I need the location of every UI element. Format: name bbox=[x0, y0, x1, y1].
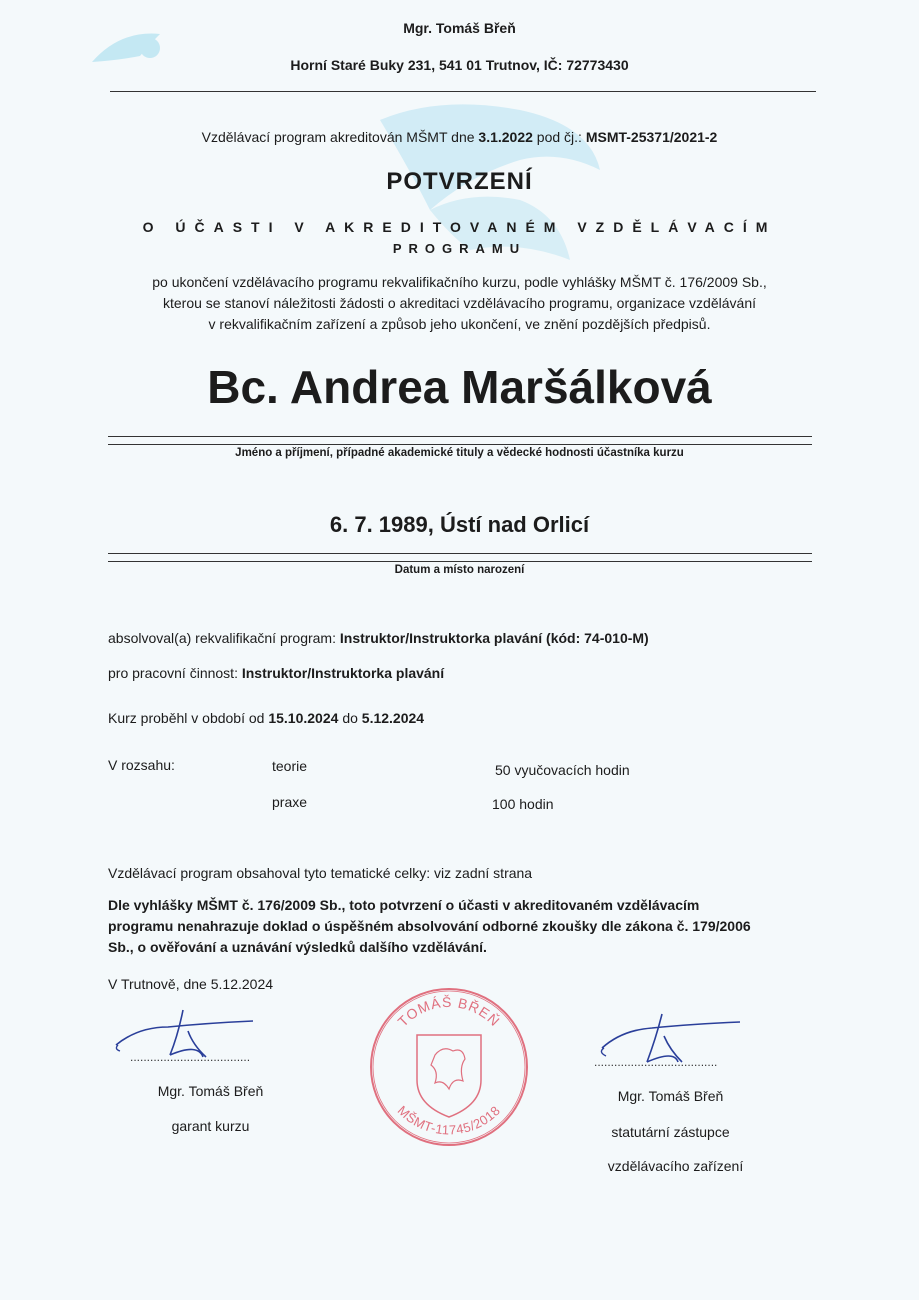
activity-value: Instruktor/Instruktorka plavání bbox=[241, 665, 445, 681]
period-mid: do bbox=[342, 710, 358, 726]
period-from: 15.10.2024 bbox=[268, 710, 339, 726]
participant-name: Bc. Andrea Maršálková bbox=[207, 361, 712, 413]
period-to: 5.12.2024 bbox=[361, 710, 425, 726]
name-underline-2 bbox=[108, 444, 812, 445]
accreditation-line bbox=[0, 129, 919, 145]
completed-program-line bbox=[108, 630, 649, 646]
document-subtitle-1: O ÚČASTI V AKREDITOVANÉM VZDĚLÁVACÍM bbox=[142, 219, 777, 235]
theory-value: 50 vyučovacích hodin bbox=[495, 762, 630, 778]
intro-paragraph bbox=[100, 272, 819, 335]
place-date: V Trutnově, dne 5.12.2024 bbox=[108, 976, 274, 992]
accreditation-middle: pod čj.: bbox=[536, 129, 582, 145]
practice-value: 100 hodin bbox=[492, 796, 554, 812]
activity-line bbox=[108, 665, 444, 681]
accreditation-date: 3.1.2022 bbox=[478, 129, 533, 145]
right-signer-role-1: statutární zástupce bbox=[611, 1124, 730, 1140]
period-line bbox=[108, 710, 424, 726]
participant-name-label: Jméno a příjmení, případné akademické tituly a vědecké hodnosti účastníka kurzu bbox=[235, 447, 684, 459]
accreditation-ref: MSMT-25371/2021-2 bbox=[585, 129, 718, 145]
notice-line: Sb., o ověřování a uznávání výsledků dalšího vzdělávání. bbox=[108, 939, 487, 955]
notice-paragraph bbox=[108, 895, 808, 958]
header-name: Mgr. Tomáš Břeň bbox=[403, 20, 516, 36]
document-subtitle-2: PROGRAMU bbox=[392, 241, 527, 256]
period-prefix: Kurz proběhl v období od bbox=[108, 710, 265, 726]
name-underline bbox=[108, 436, 812, 437]
birth-underline-2 bbox=[108, 561, 812, 562]
completed-value: Instruktor/Instruktorka plavání (kód: 74-010-M) bbox=[339, 630, 649, 646]
right-signer-name: Mgr. Tomáš Břeň bbox=[617, 1088, 724, 1104]
svg-text:MŠMT-11745/2018: MŠMT-11745/2018 bbox=[394, 1102, 504, 1138]
accreditation-prefix: Vzdělávací program akreditován MŠMT dne bbox=[201, 129, 475, 145]
right-signer-role-2: vzdělávacího zařízení bbox=[607, 1158, 744, 1174]
birth-underline bbox=[108, 553, 812, 554]
document-title: POTVRZENÍ bbox=[386, 168, 533, 195]
svg-text:TOMÁŠ BŘEŇ: TOMÁŠ BŘEŇ bbox=[394, 993, 504, 1030]
activity-prefix: pro pracovní činnost: bbox=[108, 665, 238, 681]
left-signature-line: .................................... bbox=[130, 1050, 251, 1064]
practice-label: praxe bbox=[272, 794, 308, 810]
notice-line: programu nenahrazuje doklad o úspěšném absolvování odborné zkoušky dle zákona č. 179/2006 bbox=[108, 918, 751, 934]
official-stamp bbox=[367, 985, 532, 1150]
left-signer-name: Mgr. Tomáš Břeň bbox=[157, 1083, 264, 1099]
left-signer-role: garant kurzu bbox=[171, 1118, 250, 1134]
intro-line: v rekvalifikačním zařízení a způsob jeho ukončení, ve znění pozdějších předpisů. bbox=[208, 316, 711, 332]
intro-line: kterou se stanoví náležitosti žádosti o akreditaci vzdělávacího programu, organizace vzdělávání bbox=[163, 295, 756, 311]
notice-line: Dle vyhlášky MŠMT č. 176/2009 Sb., toto potvrzení o účasti v akreditovaném vzdělávacím bbox=[108, 897, 700, 913]
header-address: Horní Staré Buky 231, 541 01 Trutnov, IČ: 72773430 bbox=[290, 57, 629, 73]
topics-line: Vzdělávací program obsahoval tyto tematické celky: viz zadní strana bbox=[108, 865, 533, 881]
right-signature-line: ..................................... bbox=[594, 1055, 718, 1069]
scope-label: V rozsahu: bbox=[108, 757, 175, 773]
birth-date-place: 6. 7. 1989, Ústí nad Orlicí bbox=[329, 512, 590, 537]
intro-line: po ukončení vzdělávacího programu rekvalifikačního kurzu, podle vyhlášky MŠMT č. 176/2009 Sb., bbox=[152, 274, 767, 290]
header-divider bbox=[110, 91, 816, 92]
birth-label: Datum a místo narození bbox=[394, 564, 525, 576]
completed-prefix: absolvoval(a) rekvalifikační program: bbox=[108, 630, 336, 646]
theory-label: teorie bbox=[272, 758, 308, 774]
